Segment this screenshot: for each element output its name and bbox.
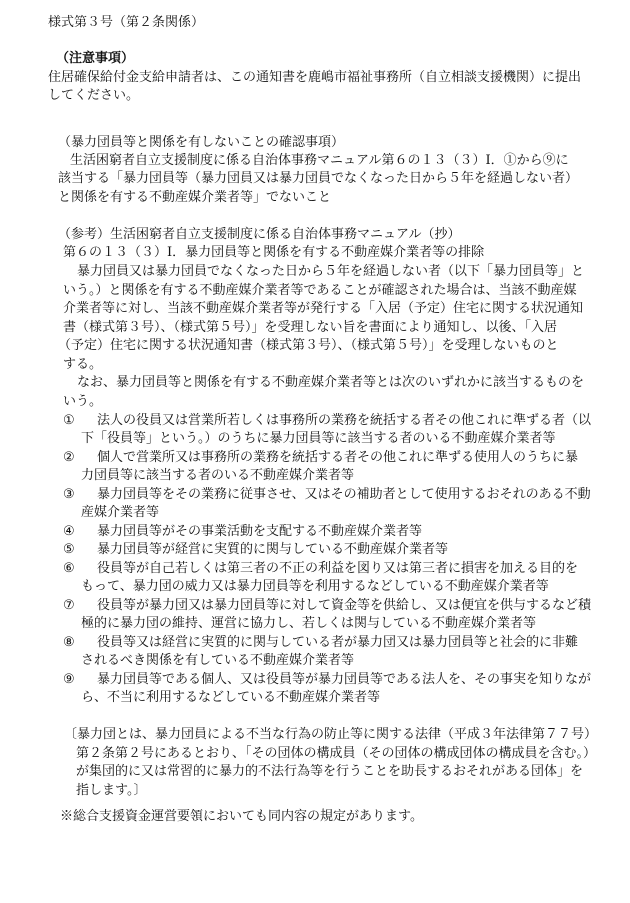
para1-line-3: 介業者等に対し、当該不動産媒介業者等が発行する「入居（予定）住宅に関する状況通知: [63, 301, 584, 316]
item-9-marker: ⑨: [63, 672, 75, 687]
item-6-line-1: 役員等が自己若しくは第三者の不正の利益を図り又は第三者に損害を加える目的を: [97, 561, 579, 576]
item-2-line-2: 力団員等に該当する者のいる不動産媒介業者等: [81, 468, 355, 483]
confirmation-line-1: 生活困窮者自立支援制度に係る自治体事務マニュアル第６の１３（３）Ⅰ．①から⑨に: [70, 153, 569, 168]
item-7-line-1: 役員等が暴力団又は暴力団員等に対して資金等を供給し、又は便宜を供与するなど積: [97, 598, 592, 613]
para1-line-5: （予定）住宅に関する状況通知書（様式第３号）、（様式第５号）」を受理しないものと: [58, 338, 559, 353]
item-2-line-1: 個人で営業所又は事務所の業務を統括する者その他これに準ずる使用人のうちに暴: [97, 450, 579, 465]
item-8-line-1: 役員等又は経営に実質的に関与している者が暴力団又は暴力団員等と社会的に非難: [97, 635, 579, 650]
item-1-marker: ①: [63, 413, 75, 428]
para1-line-4: 書（様式第３号）、（様式第５号）」を受理しない旨を書面により通知し、以後、「入居: [63, 320, 558, 335]
notice-heading: （注意事項）: [56, 51, 135, 66]
item-7-line-2: 極的に暴力団の維持、運営に協力し、若しくは関与している不動産媒介業者等: [81, 616, 537, 631]
definition-line-3: が集団的に又は常習的に暴力的不法行為等を行うことを助長するおそれがある団体」を: [76, 764, 584, 779]
item-3-line-1: 暴力団員等をその業務に従事させ、又はその補助者として使用するおそれのある不動: [97, 487, 591, 502]
form-number: 様式第３号（第２条関係）: [48, 15, 205, 30]
reference-section-title: 第６の１３（３）Ⅰ．暴力団員等と関係を有する不動産媒介業者等の排除: [63, 245, 485, 260]
notice-line-2: してください。: [48, 88, 140, 103]
item-5-line-1: 暴力団員等が経営に実質的に関与している不動産媒介業者等: [97, 542, 449, 557]
item-5-marker: ⑤: [63, 542, 75, 557]
item-6-marker: ⑥: [63, 561, 75, 576]
confirmation-line-2: 該当する「暴力団員等（暴力団員又は暴力団員でなくなった日から５年を経過しない者）: [58, 171, 579, 186]
confirmation-heading: （暴力団員等と関係を有しないことの確認事項）: [58, 135, 345, 150]
footer-note: ※総合支援資金運営要領においても同内容の規定があります。: [60, 809, 423, 824]
item-6-line-2: もって、暴力団の威力又は暴力団員等を利用するなどしている不動産媒介業者等: [81, 579, 549, 594]
item-4-marker: ④: [63, 524, 75, 539]
item-8-marker: ⑧: [63, 635, 75, 650]
para1-line-2: いう。）と関係を有する不動産媒介業者等であることが確認された場合は、当該不動産媒: [63, 283, 577, 298]
para2-line-2: いう。: [63, 394, 103, 409]
para2-line-1: なお、暴力団員等と関係を有する不動産媒介業者等とは次のいずれかに該当するものを: [77, 375, 585, 390]
definition-line-1: 〔暴力団とは、暴力団員による不当な行為の防止等に関する法律（平成３年法律第７７号）: [64, 727, 598, 742]
item-7-marker: ⑦: [63, 598, 75, 613]
item-3-line-2: 産媒介業者等: [81, 505, 160, 520]
confirmation-line-3: と関係を有する不動産媒介業者等」でないこと: [58, 190, 332, 205]
definition-line-2: 第２条第２号にあるとおり、「その団体の構成員（その団体の構成団体の構成員を含む。）: [76, 746, 597, 761]
para1-line-6: する。: [63, 357, 103, 372]
item-9-line-1: 暴力団員等である個人、又は役員等が暴力団員等である法人を、その事実を知りなが: [97, 672, 592, 687]
item-1-line-1: 法人の役員又は営業所若しくは事務所の業務を統括する者その他これに準ずる者（以: [97, 413, 592, 428]
definition-line-4: 指します。〕: [76, 783, 147, 798]
item-2-marker: ②: [63, 450, 75, 465]
notice-line-1: 住居確保給付金支給申請者は、この通知書を鹿嶋市福祉事務所（自立相談支援機関）に提出: [48, 70, 582, 85]
para1-line-1: 暴力団員又は暴力団員でなくなった日から５年を経過しない者（以下「暴力団員等」と: [77, 264, 585, 279]
item-8-line-2: されるべき関係を有している不動産媒介業者等: [81, 653, 355, 668]
item-3-marker: ③: [63, 487, 75, 502]
item-4-line-1: 暴力団員等がその事業活動を支配する不動産媒介業者等: [97, 524, 423, 539]
reference-heading: （参考）生活困窮者自立支援制度に係る自治体事務マニュアル（抄）: [58, 227, 461, 242]
item-9-line-2: ら、不当に利用するなどしている不動産媒介業者等: [81, 690, 381, 705]
item-1-line-2: 下「役員等」という。）のうちに暴力団員等に該当する者のいる不動産媒介業者等: [81, 431, 556, 446]
